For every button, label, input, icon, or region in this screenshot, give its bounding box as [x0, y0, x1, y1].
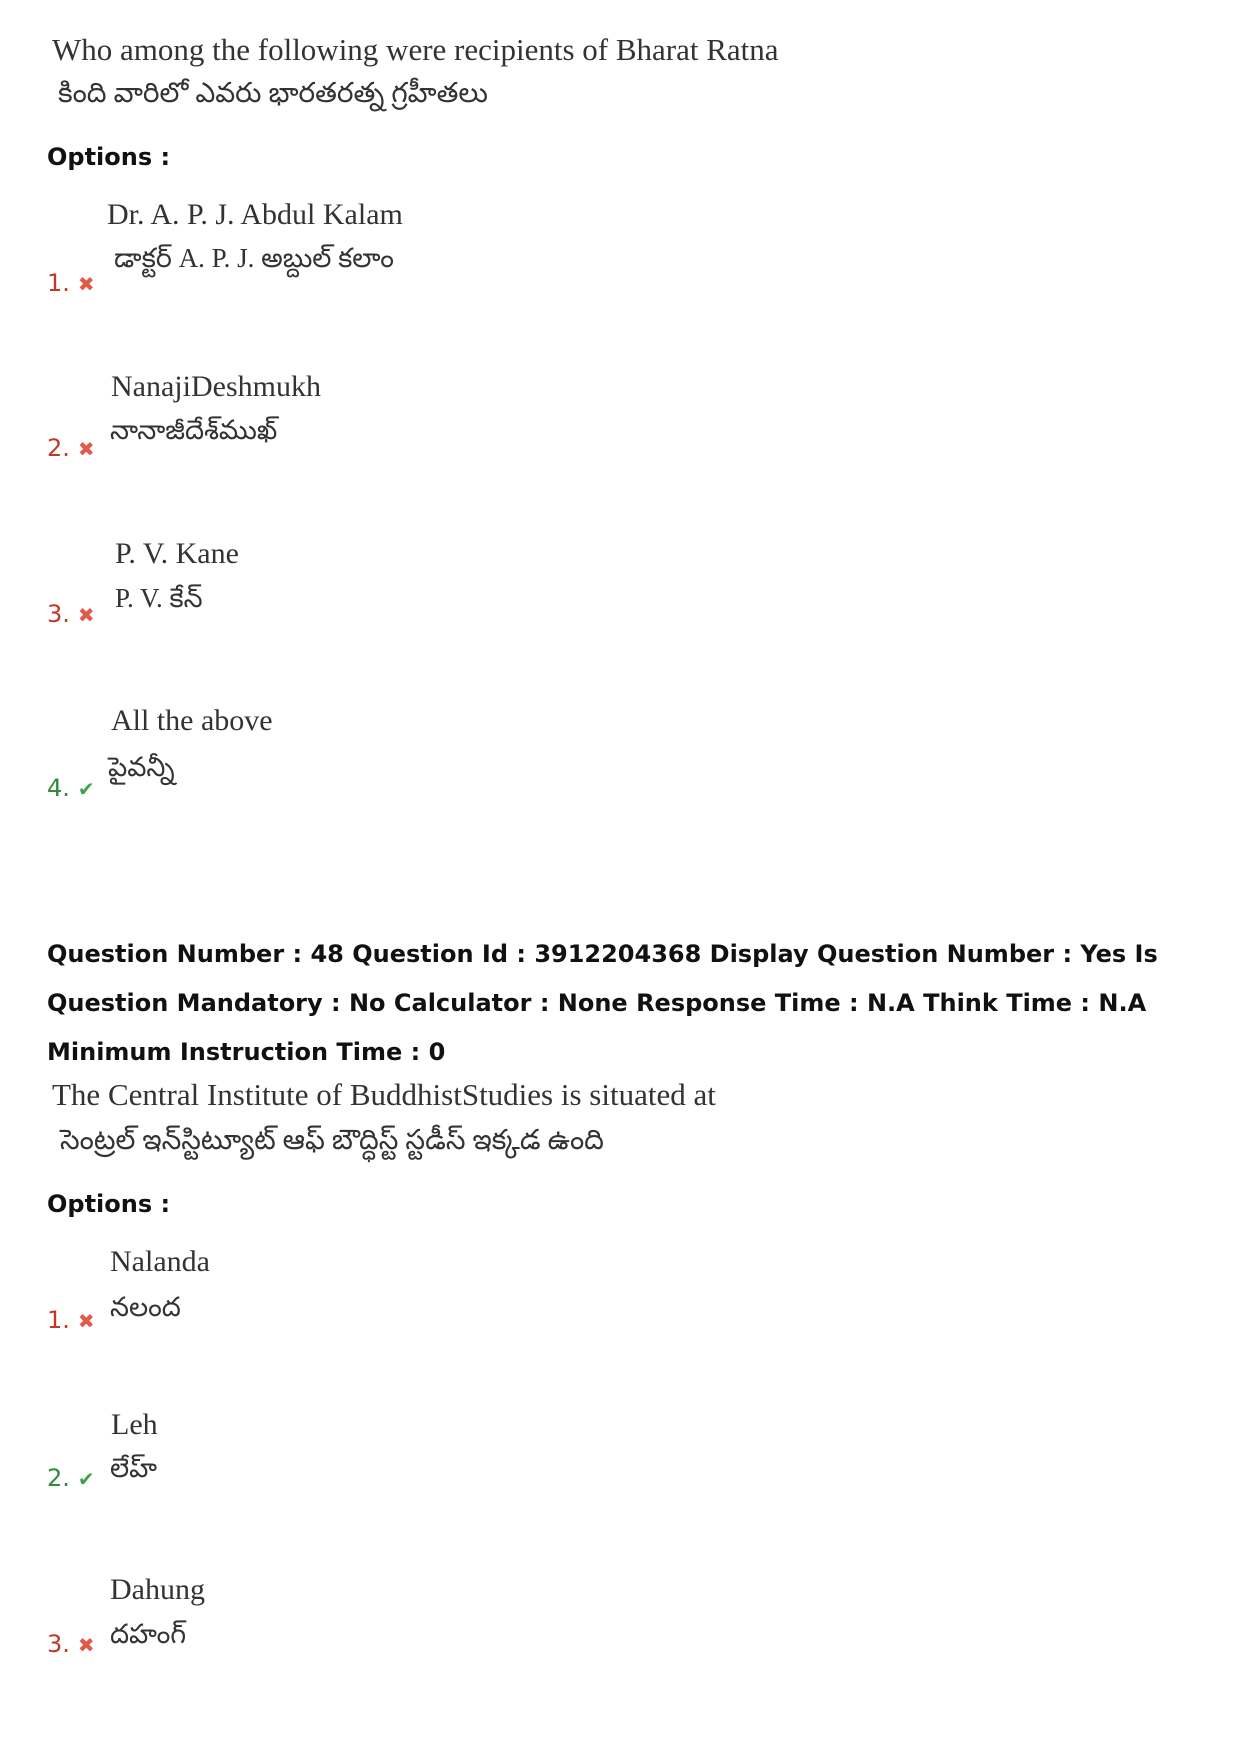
options-label: Options :: [47, 1190, 171, 1218]
option-text-te: డాక్టర్ A. P. J. అబ్దుల్ కలాం: [114, 243, 394, 273]
option-text-te: P. V. కేన్: [115, 583, 203, 613]
question-text-en: Who among the following were recipients of Bharat Ratna: [52, 32, 779, 67]
option-text-te: నానాజీదేశ్‌ముఖ్: [110, 415, 278, 445]
option-text-en: P. V. Kane: [115, 537, 239, 570]
option-text-te: పైవన్నీ: [108, 752, 175, 782]
option-number: 3.: [47, 600, 70, 628]
correct-check-icon: ✔: [77, 1467, 95, 1491]
option-text-en: Dr. A. P. J. Abdul Kalam: [107, 198, 403, 231]
correct-check-icon: ✔: [77, 777, 95, 801]
option-number: 1.: [47, 1306, 70, 1334]
question-text-en: The Central Institute of BuddhistStudies is situated at: [52, 1077, 716, 1112]
option-text-en: NanajiDeshmukh: [111, 370, 321, 403]
option-number: 3.: [47, 1630, 70, 1658]
option-text-te: దహంగ్: [110, 1619, 187, 1649]
question-text-te: కింది వారిలో ఎవరు భారతరత్న గ్రహీతలు: [58, 78, 488, 109]
wrong-mark-icon: ✖: [77, 1633, 95, 1657]
option-text-en: All the above: [111, 704, 273, 737]
option-text-en: Nalanda: [110, 1245, 210, 1278]
option-text-en: Dahung: [110, 1573, 205, 1606]
wrong-mark-icon: ✖: [77, 603, 95, 627]
option-number: 2.: [47, 434, 70, 462]
question-metadata: Question Number : 48 Question Id : 3912204368 Display Question Number : Yes Is Question Mandatory : No Calculator : None Response Time : N.A Think Time : N.A Minimum Instruction Time : 0: [47, 940, 1158, 1066]
options-label: Options :: [47, 143, 171, 171]
option-number: 4.: [47, 774, 70, 802]
wrong-mark-icon: ✖: [77, 437, 95, 461]
wrong-mark-icon: ✖: [77, 272, 95, 296]
option-text-te: నలంద: [110, 1292, 181, 1322]
option-number: 1.: [47, 269, 70, 297]
option-text-en: Leh: [111, 1408, 158, 1441]
wrong-mark-icon: ✖: [77, 1309, 95, 1333]
option-text-te: లేహ్: [110, 1453, 158, 1483]
option-number: 2.: [47, 1464, 70, 1492]
question-text-te: సెంట్రల్ ఇన్‌స్టిట్యూట్ ఆఫ్ బౌద్ధిస్ట్ స్టడీస్ ఇక్కడ ఉంది: [60, 1125, 604, 1156]
